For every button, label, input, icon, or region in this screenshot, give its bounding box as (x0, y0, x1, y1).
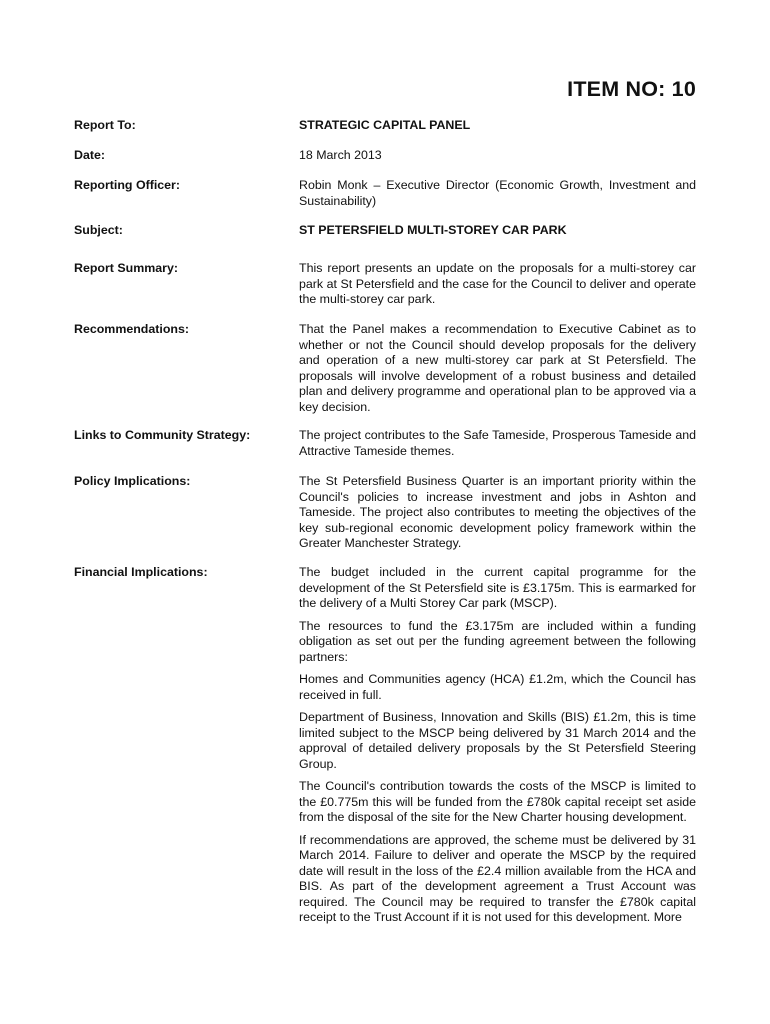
community-strategy-label: Links to Community Strategy: (74, 428, 251, 442)
row-financial-implications (74, 565, 696, 926)
date-label: Date: (74, 148, 105, 162)
row-recommendations (74, 322, 696, 415)
date-value: 18 March 2013 (299, 148, 382, 162)
financial-paragraph: The resources to fund the £3.175m are included within a funding obligation as set out per the funding agreement between the following partners: (299, 618, 696, 664)
report-summary-value: This report presents an update on the proposals for a multi-storey car park at St Petersfield and the case for the Council to deliver and operate the multi-storey car park. (299, 261, 696, 306)
item-number: ITEM NO: 10 (567, 77, 696, 101)
row-report-to (74, 118, 696, 134)
row-policy-implications (74, 474, 696, 552)
financial-paragraph: If recommendations are approved, the scheme must be delivered by 31 March 2014. Failure to deliver and operate the MSCP by the required date will result in the loss of the £2.4 million available from the HCA and BIS. As part of the development agreement a Trust Account was required. The Council may be required to transfer the £780k capital receipt to the Trust Account if it is not used for this development. More (299, 832, 696, 924)
policy-implications-label: Policy Implications: (74, 474, 191, 488)
reporting-officer-label: Reporting Officer: (74, 178, 181, 192)
report-to-value: STRATEGIC CAPITAL PANEL (299, 118, 471, 132)
report-to-label: Report To: (74, 118, 136, 132)
subject-value: ST PETERSFIELD MULTI-STOREY CAR PARK (299, 223, 567, 237)
reporting-officer-value: Robin Monk – Executive Director (Economic Growth, Investment and Sustainability) (299, 178, 696, 208)
row-reporting-officer (74, 178, 696, 209)
recommendations-value: That the Panel makes a recommendation to Executive Cabinet as to whether or not the Council should develop proposals for the delivery and operation of a new multi-storey car park at St Petersfield. The proposals will involve development of a robust business and detailed plan and delivery programme and operational plan to be approved via a key decision. (299, 322, 696, 414)
financial-paragraph: The budget included in the current capital programme for the development of the St Petersfield site is £3.175m. This is earmarked for the delivery of a Multi Storey Car park (MSCP). (299, 565, 696, 610)
financial-paragraph: Department of Business, Innovation and Skills (BIS) £1.2m, this is time limited subject to the MSCP being delivered by 31 March 2014 and the approval of detailed delivery proposals by the St Petersfield Steering Group. (299, 710, 696, 771)
financial-paragraph: The Council's contribution towards the costs of the MSCP is limited to the £0.775m this will be funded from the £780k capital receipt set aside from the disposal of the site for the New Charter housing development. (299, 779, 696, 824)
financial-implications-label: Financial Implications: (74, 565, 208, 579)
report-summary-label: Report Summary: (74, 261, 178, 275)
community-strategy-value: The project contributes to the Safe Tameside, Prosperous Tameside and Attractive Tameside themes. (299, 428, 696, 458)
row-community-strategy (74, 428, 696, 459)
subject-label: Subject: (74, 223, 123, 237)
recommendations-label: Recommendations: (74, 322, 189, 336)
policy-implications-value: The St Petersfield Business Quarter is an important priority within the Council's policies to increase investment and jobs in Ashton and Tameside. The project also contributes to meeting the objectives of the key sub-regional economic development policy framework within the Greater Manchester Strategy. (299, 474, 696, 550)
row-date (74, 148, 696, 164)
row-subject (74, 223, 696, 239)
financial-paragraph: Homes and Communities agency (HCA) £1.2m, which the Council has received in full. (299, 672, 696, 702)
row-report-summary (74, 261, 696, 308)
financial-implications-value (299, 565, 696, 926)
